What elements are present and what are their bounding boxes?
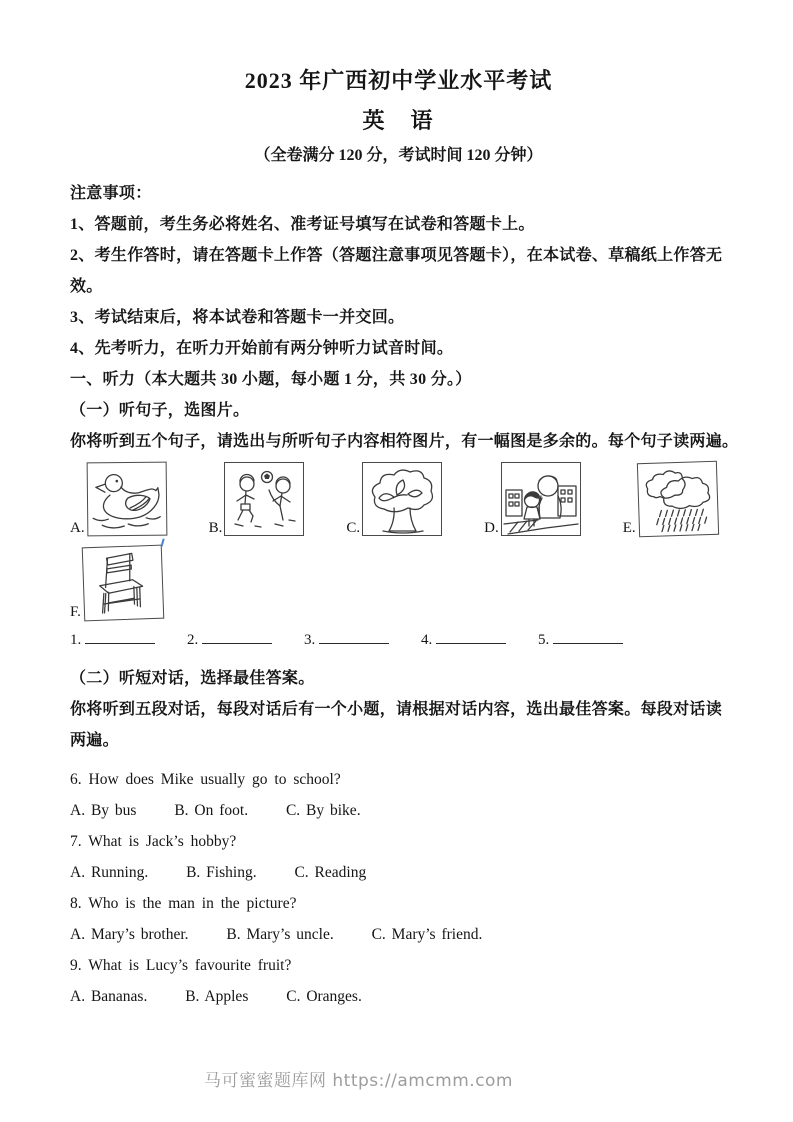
question-6 [70,764,727,826]
picture-box-a [86,462,167,537]
woman-and-girl-crossing-street-icon [502,463,580,535]
blank-line-4 [436,630,506,644]
blank-line-5 [553,630,623,644]
question-7-option-c: C. Reading [294,864,367,881]
question-9-option-c: C. Oranges. [286,988,362,1005]
exam-title: 2023 年广西初中学业水平考试 [244,68,553,93]
subject-title: 英 语 [362,108,435,133]
notice-item-4: 4、先考听力，在听力开始前有两分钟听力试音时间。 [70,340,454,357]
notices-header: 注意事项： [70,185,152,202]
duck-swimming-icon [87,463,166,536]
picture-option-b [209,462,305,536]
part1-title: （一）听句子，选图片。 [70,402,250,419]
chair-icon [83,546,163,621]
picture-label-b: B. [208,520,223,536]
section-listening-title: 一、听力（本大题共 30 小题，每小题 1 分，共 30 分。） [70,371,472,388]
picture-label-e: E. [622,520,636,536]
question-6-text: 6. How does Mike usually go to school? [70,771,341,788]
question-9-options [70,981,727,1012]
picture-box-f [82,545,165,622]
notice-item-1: 1、答题前，考生务必将姓名、准考证号填写在试卷和答题卡上。 [70,216,535,233]
picture-option-d [484,462,581,536]
answer-blank-2: 2. [187,630,300,649]
question-7-option-a: A. Running. [70,864,149,881]
part2-questions [70,764,727,1012]
picture-options-row [70,462,727,536]
question-9-option-b: B. Apples [185,988,249,1005]
answer-blanks-row [70,630,727,649]
question-8-option-b: B. Mary’s uncle. [226,926,334,943]
picture-option-e [623,462,718,536]
answer-blank-3: 3. [304,630,417,649]
picture-label-a: A. [70,520,85,536]
question-8-options [70,919,727,950]
question-8-option-c: C. Mary’s friend. [371,926,483,943]
part1-instruction: 你将听到五个句子，请选出与所听句子内容相符图片，有一幅图是多余的。每个句子读两遍。 [70,433,739,450]
watermark-footer [0,1066,793,1091]
question-6-option-c: C. By bike. [285,802,361,819]
picture-label-d: D. [484,520,499,536]
children-playing-football-icon [225,463,303,535]
question-7-option-b: B. Fishing. [186,864,257,881]
picture-label-c: C. [346,520,361,536]
rain-clouds-icon [638,462,718,536]
blue-scan-artifact [160,538,164,546]
question-9 [70,950,727,1012]
exam-info-line: （全卷满分 120 分，考试时间 120 分钟） [254,147,543,164]
picture-box-d [501,462,581,536]
answer-blank-1: 1. [70,630,183,649]
picture-option-c [346,462,442,536]
question-8-text: 8. Who is the man in the picture? [70,895,297,912]
blank-line-1 [85,630,155,644]
question-7-options [70,857,727,888]
notice-item-2: 2、考生作答时，请在答题卡上作答（答题注意事项见答题卡），在本试卷、草稿纸上作答无效。 [70,247,723,295]
picture-option-a [70,462,167,536]
picture-box-b [224,462,304,536]
part2-title: （二）听短对话，选择最佳答案。 [70,670,315,687]
question-6-options [70,795,727,826]
question-8 [70,888,727,950]
question-6-option-a: A. By bus [70,802,137,819]
question-9-text: 9. What is Lucy’s favourite fruit? [70,957,292,974]
tree-icon [363,463,441,535]
picture-option-f [70,546,163,620]
question-7-text: 7. What is Jack’s hobby? [70,833,237,850]
notice-item-3: 3、考试结束后，将本试卷和答题卡一并交回。 [70,309,405,326]
watermark-text: 马可蜜蜜题库网 https://amcmm.com [204,1071,513,1091]
part2-instruction: 你将听到五段对话，每段对话后有一个小题，请根据对话内容，选出最佳答案。每段对话读两遍。 [70,701,723,749]
answer-blank-4: 4. [421,630,534,649]
answer-blank-5: 5. [538,630,651,649]
question-8-option-a: A. Mary’s brother. [70,926,189,943]
blank-line-3 [319,630,389,644]
question-7 [70,826,727,888]
question-6-option-b: B. On foot. [174,802,249,819]
picture-box-c [362,462,442,536]
picture-label-f: F. [70,604,81,620]
blank-line-2 [202,630,272,644]
picture-box-e [636,461,718,537]
picture-option-f-row [70,546,727,620]
question-9-option-a: A. Bananas. [70,988,148,1005]
